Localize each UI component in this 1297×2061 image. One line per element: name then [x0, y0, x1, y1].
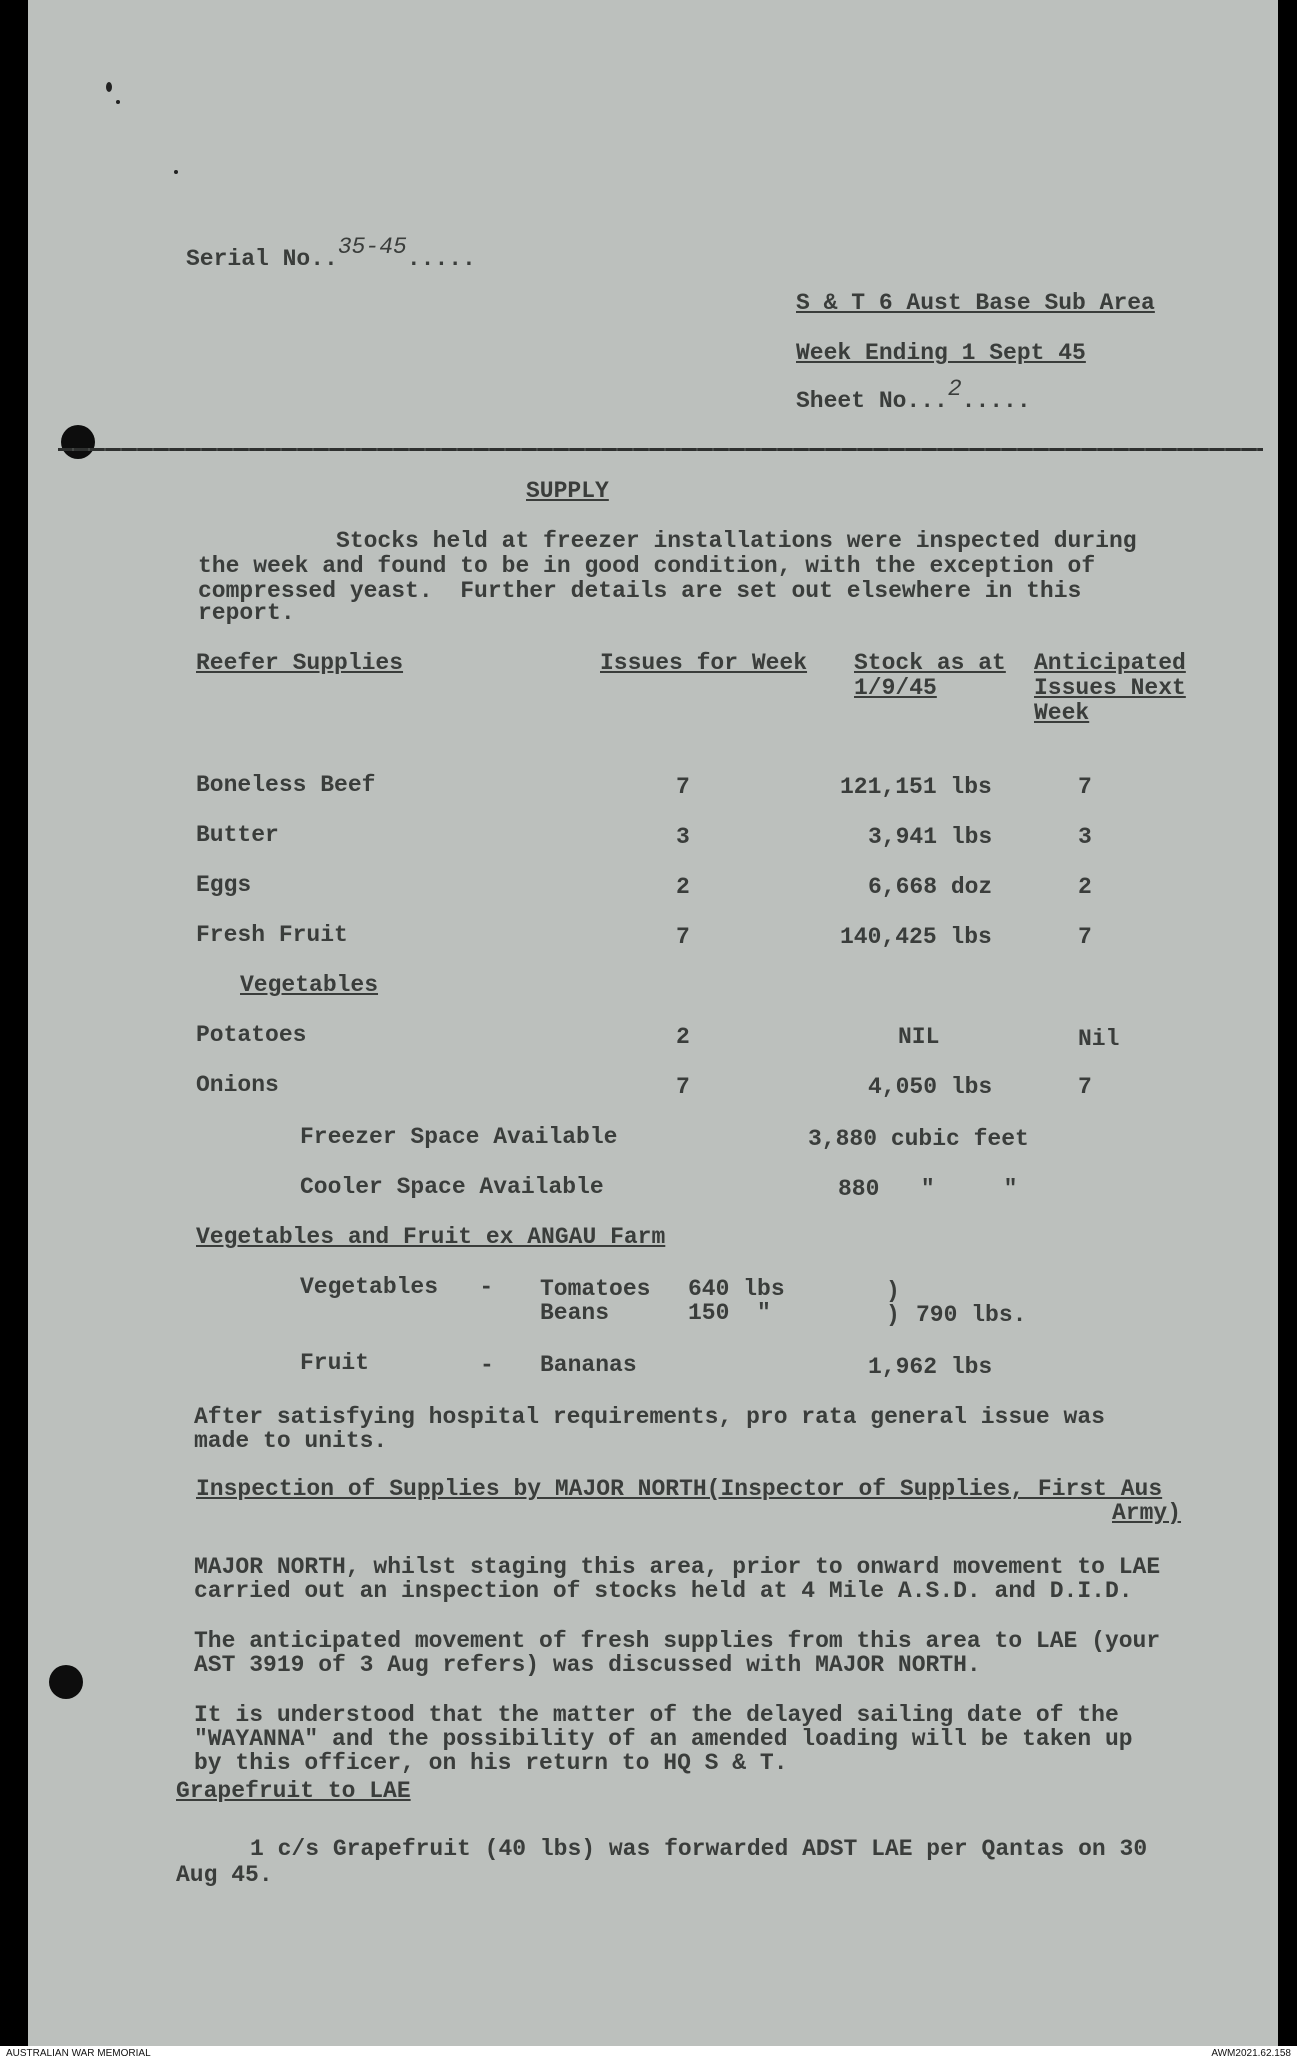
archive-footer: [0, 2046, 1297, 2061]
row-stock: NIL: [898, 1024, 940, 1050]
row-next: 2: [1078, 874, 1092, 900]
row-item: Boneless Beef: [196, 772, 376, 798]
document-sheet: [28, 0, 1278, 2046]
angau-bracket: ): [886, 1278, 900, 1304]
col-header-anticipated: Week: [1034, 700, 1090, 726]
row-next: 3: [1078, 824, 1092, 850]
col-header-anticipated: Issues Next: [1034, 675, 1186, 701]
row-stock: 121,151 lbs: [840, 774, 992, 800]
row-issues: 3: [676, 824, 690, 850]
angau-vegetables-total: 790 lbs.: [916, 1302, 1027, 1328]
grapefruit-line: 1 c/s Grapefruit (40 lbs) was forwarded ADST LAE per Qantas on 30: [250, 1836, 1148, 1862]
row-next: 7: [1078, 1074, 1092, 1100]
row-item: Potatoes: [196, 1022, 307, 1048]
footer-accession-number: AWM2021.62.158: [1211, 2048, 1291, 2059]
inspection-para-line: AST 3919 of 3 Aug refers) was discussed with MAJOR NORTH.: [194, 1652, 981, 1678]
col-header-anticipated: Anticipated: [1034, 650, 1186, 676]
supply-intro-line: the week and found to be in good condition, with the exception of: [198, 553, 1096, 579]
vegetables-subheading: Vegetables: [240, 972, 379, 998]
row-issues: 7: [676, 774, 690, 800]
supply-intro-line: compressed yeast. Further details are set out elsewhere in this: [198, 578, 1082, 604]
serial-number-value: 35-45: [337, 234, 407, 260]
angau-tomatoes-qty: 640 lbs: [688, 1276, 785, 1302]
angau-beans: Beans: [540, 1300, 610, 1326]
row-stock: 3,941 lbs: [868, 824, 993, 850]
punch-hole-bottom: [49, 1665, 83, 1699]
punch-hole-top: [61, 425, 95, 459]
horizontal-divider: [58, 448, 1263, 451]
angau-bananas-qty: 1,962 lbs: [868, 1354, 993, 1380]
angau-dash: -: [480, 1352, 494, 1378]
supply-intro-line: Stocks held at freezer installations were inspected during: [198, 528, 1137, 554]
cooler-space-value: 880 " ": [838, 1176, 1018, 1202]
row-next: 7: [1078, 924, 1092, 950]
inspection-para-line: The anticipated movement of fresh supplies from this area to LAE (your: [194, 1628, 1161, 1654]
col-header-stock: Stock as at: [854, 650, 1006, 676]
grapefruit-heading: Grapefruit to LAE: [176, 1778, 411, 1804]
serial-number: Serial No..35-45.....: [186, 234, 476, 272]
row-issues: 2: [676, 874, 690, 900]
col-header-issues: Issues for Week: [600, 650, 808, 676]
ink-speck: [106, 82, 112, 92]
supply-intro-line: report.: [198, 600, 295, 626]
sheet-number: Sheet No...2.....: [796, 376, 1031, 414]
grapefruit-line: Aug 45.: [176, 1862, 273, 1888]
row-stock: 140,425 lbs: [840, 924, 992, 950]
row-issues: 7: [676, 924, 690, 950]
angau-tomatoes: Tomatoes: [540, 1276, 651, 1302]
angau-heading: Vegetables and Fruit ex ANGAU Farm: [196, 1224, 666, 1250]
angau-vegetables-label: Vegetables -: [300, 1274, 494, 1300]
inspection-para-line: carried out an inspection of stocks held at 4 Mile A.S.D. and D.I.D.: [194, 1578, 1133, 1604]
freezer-space-label: Freezer Space Available: [300, 1124, 618, 1150]
inspection-heading: Inspection of Supplies by MAJOR NORTH(Inspector of Supplies, First Aus: [196, 1476, 1163, 1502]
angau-fruit-label: Fruit: [300, 1350, 370, 1376]
inspection-para-line: "WAYANNA" and the possibility of an amended loading will be taken up: [194, 1726, 1133, 1752]
row-item: Butter: [196, 822, 279, 848]
row-next: 7: [1078, 774, 1092, 800]
row-stock: 6,668 doz: [868, 874, 993, 900]
angau-bananas: Bananas: [540, 1352, 637, 1378]
angau-note-line: made to units.: [194, 1428, 388, 1454]
row-next: Nil: [1078, 1026, 1120, 1052]
col-header-item: Reefer Supplies: [196, 650, 404, 676]
row-item: Fresh Fruit: [196, 922, 348, 948]
inspection-para-line: by this officer, on his return to HQ S & T.: [194, 1750, 788, 1776]
angau-beans-qty: 150 ": [688, 1300, 771, 1326]
row-issues: 2: [676, 1024, 690, 1050]
row-issues: 7: [676, 1074, 690, 1100]
inspection-para-line: It is understood that the matter of the delayed sailing date of the: [194, 1702, 1119, 1728]
ink-speck: [174, 170, 178, 174]
ink-speck: [116, 100, 120, 104]
inspection-para-line: MAJOR NORTH, whilst staging this area, prior to onward movement to LAE: [194, 1554, 1161, 1580]
angau-bracket: ): [886, 1302, 900, 1328]
freezer-space-value: 3,880 cubic feet: [808, 1126, 1029, 1152]
angau-note-line: After satisfying hospital requirements, pro rata general issue was: [194, 1404, 1105, 1430]
row-stock: 4,050 lbs: [868, 1074, 993, 1100]
unit-name: S & T 6 Aust Base Sub Area: [796, 290, 1155, 316]
supply-heading: SUPPLY: [526, 478, 609, 504]
row-item: Onions: [196, 1072, 279, 1098]
cooler-space-label: Cooler Space Available: [300, 1174, 604, 1200]
footer-institution: AUSTRALIAN WAR MEMORIAL: [6, 2048, 151, 2059]
row-item: Eggs: [196, 872, 252, 898]
sheet-number-value: 2: [947, 376, 962, 402]
col-header-stock-date: 1/9/45: [854, 675, 937, 701]
inspection-heading-cont: Army): [1112, 1500, 1182, 1526]
week-ending: Week Ending 1 Sept 45: [796, 340, 1086, 366]
